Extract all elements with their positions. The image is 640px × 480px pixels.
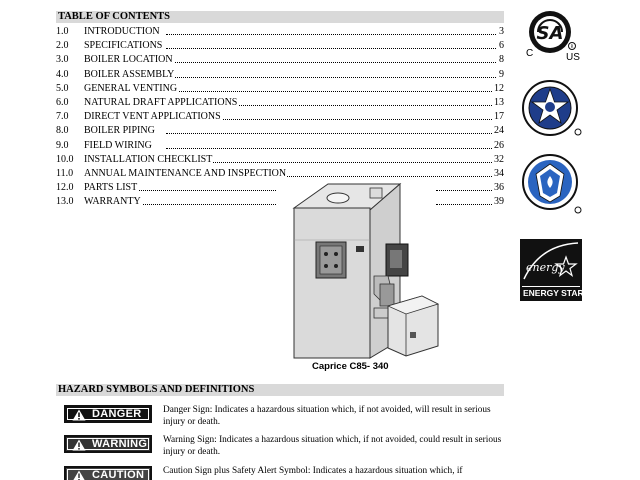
toc-row[interactable] [56, 124, 504, 138]
toc-row[interactable] [56, 139, 504, 153]
toc-page: 6 [498, 39, 504, 53]
toc-number: 4.0 [56, 68, 69, 80]
toc-title: SPECIFICATIONS [84, 39, 163, 53]
toc-number: 2.0 [56, 40, 69, 52]
toc-leader [126, 204, 276, 205]
toc-page: 32 [493, 153, 504, 167]
toc-page: 17 [493, 110, 504, 124]
caution-definition: Caution Sign plus Safety Alert Symbol: Indicates a hazardous situation which, if [163, 466, 463, 476]
toc-row[interactable] [56, 96, 504, 110]
toc-page: 39 [493, 195, 504, 209]
toc-page: 13 [493, 96, 504, 110]
energy-star-label: ENERGY STAR [523, 288, 584, 298]
toc-row[interactable] [56, 110, 504, 124]
toc-page: 9 [498, 68, 504, 82]
toc-row[interactable] [56, 68, 504, 82]
danger-word: DANGER [92, 408, 142, 420]
alert-triangle-icon [72, 409, 86, 421]
warning-word: WARNING [92, 438, 148, 450]
toc-number: 13.0 [56, 196, 74, 208]
toc-number: 5.0 [56, 82, 69, 94]
toc-page: 3 [498, 25, 504, 39]
toc-title: ANNUAL MAINTENANCE AND INSPECTION [84, 167, 287, 181]
danger-definition: Danger Sign: Indicates a hazardous situation which, if not avoided, will result in serious injury or death. [163, 405, 491, 427]
hazard-row-danger [56, 404, 504, 430]
toc-page: 36 [493, 181, 504, 195]
toc-number: 9.0 [56, 139, 69, 151]
warning-badge [64, 435, 152, 453]
alert-triangle-icon [72, 470, 86, 480]
csa-logo [524, 8, 584, 64]
toc-page: 8 [498, 53, 504, 67]
toc-row[interactable] [56, 39, 504, 53]
toc-number: 7.0 [56, 111, 69, 123]
toc-row[interactable] [56, 153, 504, 167]
toc-number: 11.0 [56, 167, 74, 179]
csa-c-label: C [526, 48, 534, 59]
toc-leader [166, 162, 492, 163]
toc-title: BOILER PIPING [84, 124, 156, 138]
toc-leader [166, 62, 496, 63]
figure-caption: Caprice C85- 340 [312, 361, 389, 372]
toc-title: INTRODUCTION [84, 25, 161, 39]
toc-title: FIELD WIRING [84, 139, 153, 153]
danger-badge [64, 405, 152, 423]
hazard-row-caution [56, 465, 504, 480]
toc-number: 8.0 [56, 125, 69, 137]
alert-triangle-icon [72, 439, 86, 451]
warning-definition: Warning Sign: Indicates a hazardous situation which, if not avoided, could result in serious injury or death. [163, 435, 502, 457]
toc-title: BOILER ASSEMBLY [84, 68, 175, 82]
toc-number: 1.0 [56, 26, 69, 37]
boiler-image [288, 180, 458, 360]
toc-title: DIRECT VENT APPLICATIONS [84, 110, 222, 124]
svg-text:R: R [570, 44, 574, 49]
toc-leader [166, 77, 496, 78]
toc-title: GENERAL VENTING [84, 82, 178, 96]
star-seal-icon [520, 78, 584, 138]
toc-page: 26 [493, 139, 504, 153]
toc-leader [166, 34, 496, 35]
energy-star-divider [522, 286, 580, 287]
energy-star-script: energy [526, 261, 565, 274]
toc-leader [166, 48, 496, 49]
csa-us-label: US [566, 52, 580, 63]
toc-page: 24 [493, 124, 504, 138]
toc-row[interactable] [56, 25, 504, 39]
boiler-illustration [288, 180, 458, 360]
star-certification-seal [520, 78, 584, 138]
toc-row[interactable] [56, 82, 504, 96]
caution-word: CAUTION [92, 469, 145, 480]
toc-title: BOILER LOCATION [84, 53, 174, 67]
shield-certification-seal [520, 152, 584, 216]
hazard-heading: HAZARD SYMBOLS AND DEFINITIONS [56, 384, 504, 396]
toc-leader [166, 148, 492, 149]
shield-seal-icon [520, 152, 584, 216]
svg-text:SA: SA [536, 23, 564, 44]
toc-leader [166, 133, 492, 134]
toc-title: INSTALLATION CHECKLIST [84, 153, 213, 167]
toc-row[interactable] [56, 53, 504, 67]
toc-page: 34 [493, 167, 504, 181]
toc-title: PARTS LIST [84, 181, 138, 195]
toc-page: 12 [493, 82, 504, 96]
caution-badge [64, 466, 152, 480]
hazard-row-warning [56, 434, 504, 460]
toc-leader [166, 91, 492, 92]
toc-number: 10.0 [56, 153, 74, 165]
toc-number: 12.0 [56, 182, 74, 194]
toc-title: WARRANTY [84, 195, 142, 209]
toc-leader [126, 190, 276, 191]
toc-heading: TABLE OF CONTENTS [56, 11, 504, 23]
energy-star-logo [520, 239, 582, 301]
toc-number: 3.0 [56, 54, 69, 66]
toc-row[interactable] [56, 167, 504, 181]
toc-number: 6.0 [56, 96, 69, 108]
toc-title: NATURAL DRAFT APPLICATIONS [84, 96, 238, 110]
